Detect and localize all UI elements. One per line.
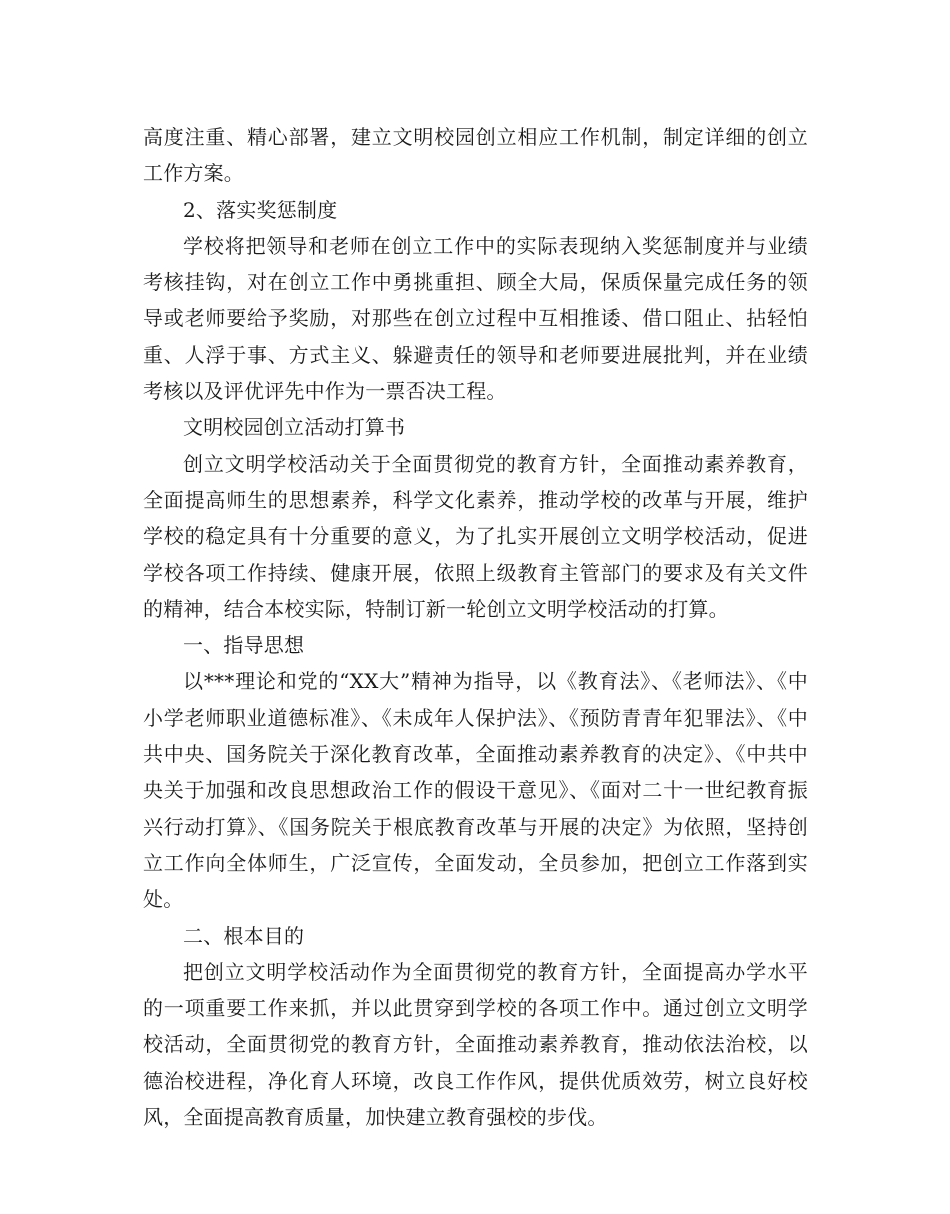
document-body — [143, 119, 808, 1135]
paragraph-basic-purpose: 把创立文明学校活动作为全面贯彻党的教育方针，全面提高办学水平的一项重要工作来抓，并以此贯穿到学校的各项工作中。通过创立文明学校活动，全面贯彻党的教育方针，全面推动素养教育，推动依法治校，以德治校进程，净化育人环境，改良工作作风，提供优质效劳，树立良好校风，全面提高教育质量，加快建立教育强校的步伐。 — [143, 959, 808, 1130]
heading-basic-purpose: 二、根本目的 — [183, 923, 305, 948]
paragraph-guiding-ideology: 以***理论和党的“XX大”精神为指导，以《教育法》、《老师法》、《中小学老师职业道德标准》、《未成年人保护法》、《预防青青年犯罪法》、《中共中央、国务院关于深化教育改革，全面推动素养教育的决定》、《中共中央关于加强和改良思想政治工作的假设干意见》、《面对二十一世纪教育振兴行动打算》、《国务院关于根底教育改革与开展的决定》为依照，坚持创立工作向全体师生，广泛宣传，全面发动，全员参加，把创立工作落到实处。 — [143, 669, 808, 912]
paragraph-continuation: 高度注重、精心部署，建立文明校园创立相应工作机制，制定详细的创立工作方案。 — [143, 125, 808, 186]
paragraph-plan-intro: 创立文明学校活动关于全面贯彻党的教育方针，全面推动素养教育，全面提高师生的思想素养，科学文化素养，推动学校的改革与开展，维护学校的稳定具有十分重要的意义，为了扎实开展创立文明学校活动，促进学校各项工作持续、健康开展，依照上级教育主管部门的要求及有关文件的精神，结合本校实际，特制订新一轮创立文明学校活动的打算。 — [143, 451, 808, 621]
heading-guiding-ideology: 一、指导思想 — [183, 633, 305, 658]
heading-reward-punishment: 2、落实奖惩制度 — [183, 197, 338, 222]
paragraph-reward-punishment: 学校将把领导和老师在创立工作中的实际表现纳入奖惩制度并与业绩考核挂钩，对在创立工作中勇挑重担、顾全大局，保质保量完成任务的领导或老师要给予奖励，对那些在创立过程中互相推诿、借口阻止、拈轻怕重、人浮于事、方式主义、躲避责任的领导和老师要进展批判，并在业绩考核以及评优评先中作为一票否决工程。 — [143, 233, 808, 404]
heading-plan-title: 文明校园创立活动打算书 — [183, 415, 406, 440]
